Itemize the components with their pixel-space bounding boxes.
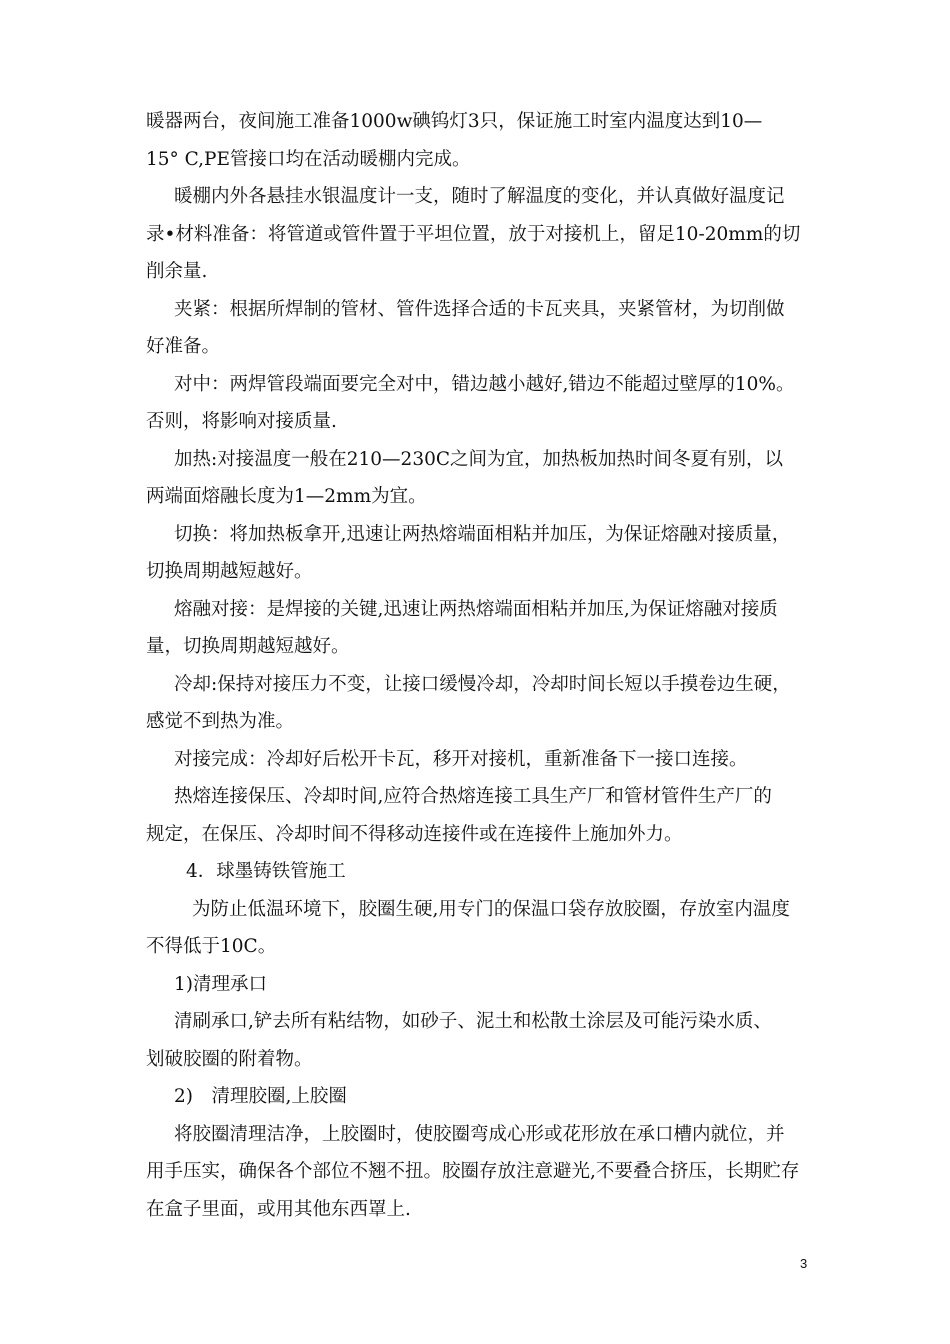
paragraph <box>146 591 826 666</box>
document-body <box>146 103 826 1228</box>
paragraph-line: 暖器两台，夜间施工准备1000w碘钨灯3只，保证施工时室内温度达到10— <box>146 111 763 132</box>
paragraph-line: 暖棚内外各悬挂水银温度计一支，随时了解温度的变化，并认真做好温度记 <box>174 186 785 207</box>
paragraph-line: 清刷承口,铲去所有粘结物，如砂子、泥土和松散土涂层及可能污染水质、 <box>174 1011 772 1032</box>
paragraph <box>146 103 826 178</box>
paragraph <box>146 666 826 741</box>
paragraph <box>146 1116 826 1229</box>
paragraph <box>146 741 826 779</box>
paragraph-line: 削余量. <box>146 261 208 282</box>
paragraph-line: 切换周期越短越好。 <box>146 561 313 582</box>
paragraph <box>146 366 826 441</box>
paragraph-line: 对中：两焊管段端面要完全对中，错边越小越好,错边不能超过壁厚的10%。 <box>174 373 795 395</box>
paragraph-line: 熔融对接：是焊接的关键,迅速让两热熔端面相粘并加压,为保证熔融对接质 <box>174 598 778 620</box>
paragraph-line: 夹紧：根据所焊制的管材、管件选择合适的卡瓦夹具，夹紧管材，为切削做 <box>174 298 785 320</box>
paragraph-line: 热熔连接保压、冷却时间,应符合热熔连接工具生产厂和管材管件生产厂的 <box>174 786 772 807</box>
paragraph-line: 对接完成：冷却好后松开卡瓦，移开对接机，重新准备下一接口连接。 <box>174 748 748 770</box>
paragraph <box>146 853 826 891</box>
paragraph-line: 在盒子里面，或用其他东西罩上. <box>146 1198 411 1220</box>
paragraph-line: 不得低于10C。 <box>146 936 277 957</box>
paragraph-line: 划破胶圈的附着物。 <box>146 1048 313 1070</box>
paragraph-line: 用手压实，确保各个部位不翘不扭。胶圈存放注意避光,不要叠合挤压，长期贮存 <box>146 1161 800 1182</box>
paragraph-line: 为防止低温环境下，胶圈生硬,用专门的保温口袋存放胶圈，存放室内温度 <box>192 898 790 920</box>
paragraph <box>146 516 826 591</box>
paragraph-line: 切换：将加热板拿开,迅速让两热熔端面相粘并加压，为保证熔融对接质量， <box>174 523 791 545</box>
paragraph <box>146 1003 826 1078</box>
paragraph <box>146 178 826 291</box>
paragraph <box>146 1078 826 1116</box>
paragraph <box>146 891 826 966</box>
paragraph-line: 将胶圈清理洁净，上胶圈时，使胶圈弯成心形或花形放在承口槽内就位，并 <box>174 1123 785 1145</box>
paragraph <box>146 966 826 1004</box>
paragraph <box>146 778 826 853</box>
paragraph-line: 加热:对接温度一般在210—230C之间为宜，加热板加热时间冬夏有别，以 <box>174 448 784 470</box>
paragraph-line: 录•材料准备：将管道或管件置于平坦位置，放于对接机上，留足10-20mm的切 <box>146 223 801 245</box>
paragraph-line: 1)清理承口 <box>174 973 267 995</box>
paragraph <box>146 291 826 366</box>
paragraph-line: 2) 清理胶圈,上胶圈 <box>174 1086 347 1107</box>
paragraph-line: 好准备。 <box>146 336 221 357</box>
paragraph-line: 4．球墨铸铁管施工 <box>186 861 346 882</box>
paragraph-line: 两端面熔融长度为1—2mm为宜。 <box>146 486 427 507</box>
paragraph-line: 规定，在保压、冷却时间不得移动连接件或在连接件上施加外力。 <box>146 823 683 845</box>
paragraph <box>146 441 826 516</box>
paragraph-line: 感觉不到热为准。 <box>146 711 295 732</box>
paragraph-line: 冷却:保持对接压力不变，让接口缓慢冷却，冷却时间长短以手摸卷边生硬， <box>174 673 791 695</box>
paragraph-line: 量，切换周期越短越好。 <box>146 636 350 657</box>
paragraph-line: 15° C,PE管接口均在活动暖棚内完成。 <box>146 148 471 170</box>
paragraph-line: 否则，将影响对接质量. <box>146 411 337 432</box>
page-number: 3 <box>800 1256 808 1271</box>
